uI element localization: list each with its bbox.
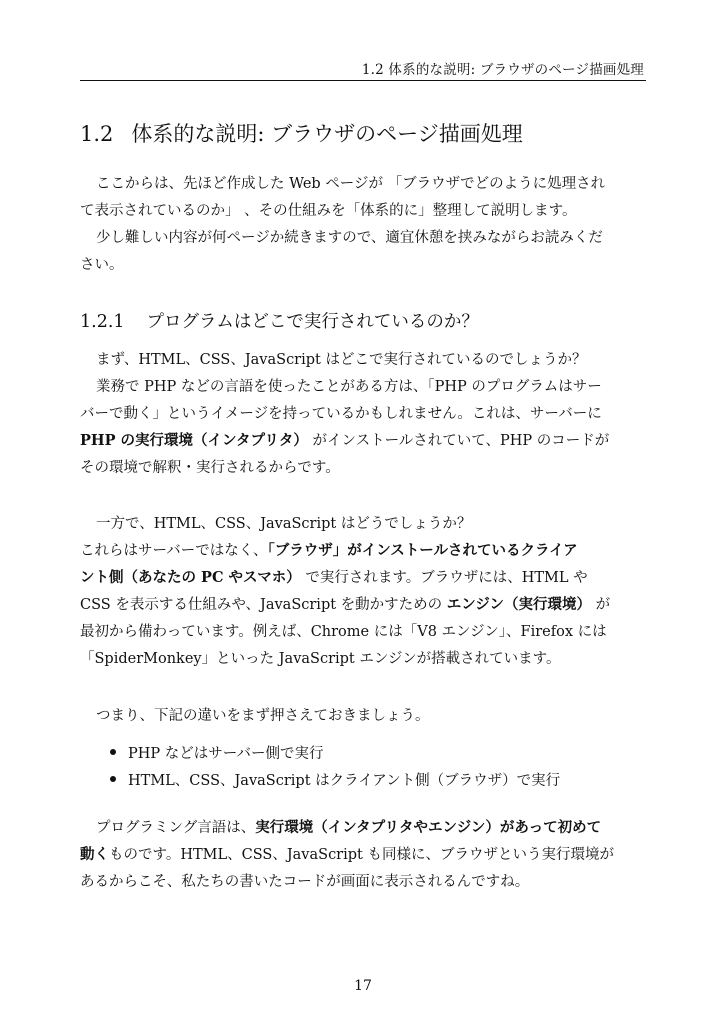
section-heading: [80, 118, 523, 148]
bullet-item: HTML、CSS、JavaScript はクライアント側（ブラウザ）で実行: [110, 769, 560, 790]
intro-line-4: さい。: [80, 257, 124, 273]
paragraph-4-line-1: つまり、下記の違いをまず押さえておきましょう。: [96, 708, 430, 724]
bold-works: 動く: [80, 846, 109, 863]
paragraph-2-line-2: バーで動く」というイメージを持っているかもしれません。これは、サーバーに: [80, 406, 602, 422]
bold-php-runtime: PHP の実行環境（インタプリタ）: [80, 432, 308, 449]
page-number: 17: [354, 978, 372, 994]
bold-runtime-required: 実行環境（インタプリタやエンジン）があって初めて: [255, 819, 602, 836]
paragraph-3-line-1: 一方で、HTML、CSS、JavaScript はどうでしょうか？: [96, 516, 472, 532]
paragraph-5-line-3: あるからこそ、私たちの書いたコードが画面に表示されるんですね。: [80, 874, 530, 890]
subsection-heading: [80, 308, 479, 333]
running-header: 1.2 体系的な説明: ブラウザのページ描画処理: [361, 62, 644, 78]
bold-client-side: ント側（あなたの PC やスマホ）: [80, 569, 301, 586]
header-rule: [80, 80, 646, 81]
paragraph-5-line-2: 動くものです。HTML、CSS、JavaScript も同様に、ブラウザという実行環境が: [80, 846, 614, 863]
paragraph-5-line-1: プログラミング言語は、実行環境（インタプリタやエンジン）があって初めて: [96, 819, 602, 836]
subsection-number: 1.2.1: [80, 312, 125, 332]
bold-engine: エンジン（実行環境）: [446, 596, 592, 613]
paragraph-3-line-4: CSS を表示する仕組みや、JavaScript を動かすための エンジン（実行環境） が: [80, 596, 611, 613]
paragraph-3-line-6: 「SpiderMonkey」といった JavaScript エンジンが搭載されています。: [80, 651, 561, 667]
section-number: 1.2: [80, 122, 114, 146]
bold-browser-installed: 「ブラウザ」がインストールされているクライア: [267, 542, 578, 559]
paragraph-3-line-2: これらはサーバーではなく、「ブラウザ」がインストールされているクライア: [80, 542, 578, 559]
intro-line-1: ここからは、先ほど作成した Web ページが 「ブラウザでどのように処理され: [96, 176, 606, 192]
paragraph-2-line-3: PHP の実行環境（インタプリタ） がインストールされていて、PHP のコードが: [80, 432, 610, 449]
intro-line-3: 少し難しい内容が何ページか続きますので、適宜休憩を挟みながらお読みくだ: [96, 230, 603, 246]
paragraph-2-line-1: 業務で PHP などの言語を使ったことがある方は、「PHP のプログラムはサー: [96, 379, 602, 395]
section-title: 体系的な説明: ブラウザのページ描画処理: [131, 122, 523, 146]
bullet-dot-icon: [110, 749, 116, 755]
paragraph-2-line-4: その環境で解釈・実行されるからです。: [80, 460, 340, 476]
bullet-item: PHP などはサーバー側で実行: [110, 742, 324, 763]
subsection-title: プログラムはどこで実行されているのか？: [146, 312, 479, 332]
paragraph-3-line-5: 最初から備わっています。例えば、Chrome には「V8 エンジン」、Firefox には: [80, 624, 607, 640]
paragraph-3-line-3: ント側（あなたの PC やスマホ） で実行されます。ブラウザには、HTML や: [80, 569, 588, 586]
intro-line-2: て表示されているのか」 、その仕組みを「体系的に」整理して説明します。: [80, 203, 577, 219]
bullet-dot-icon: [110, 776, 116, 782]
paragraph-1-line-1: まず、HTML、CSS、JavaScript はどこで実行されているのでしょうか？: [96, 352, 587, 368]
